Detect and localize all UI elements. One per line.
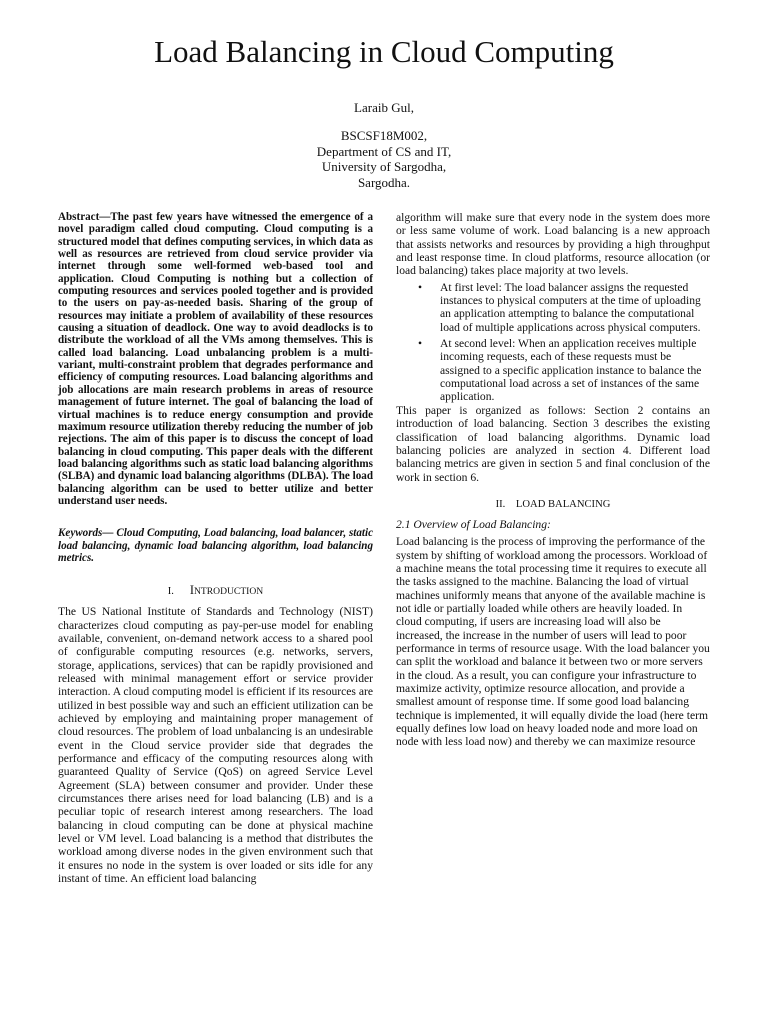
bullet-list (396, 281, 710, 404)
section-heading-load-balancing (396, 498, 710, 511)
list-item (396, 337, 710, 404)
introduction-continuation: algorithm will make sure that every node in the system does more or less same volume of work. Load balancing is a new approach that assists networks and resources by providing a high throughput and least response time. In cloud platforms, resource allocation (or load balancing) takes place majority at two levels. (396, 211, 710, 278)
bullet-icon: • (418, 280, 423, 294)
section-title: LOAD BALANCING (515, 498, 611, 510)
paper-title: Load Balancing in Cloud Computing (154, 34, 614, 69)
right-column (396, 211, 710, 749)
section-title-initial: I (189, 583, 194, 598)
abstract: Abstract—The past few years have witnessed the emergence of a novel paradigm called cloud computing. Cloud computing is a structured model that defines computing services, in which data as well as resources are retrieved from cloud service provider via internet through some well-formed web-based tool and application. Cloud Computing is nothing but a collection of computing resources and services pooled together and is provided to the users on pay-as-needed basis. Sharing of the group of resources may initiate a problem of availability of these resources causing a situation of deadlock. One way to avoid deadlocks is to distribute the workload of all the VMs among themselves. This is called load balancing. Load unbalancing problem is a multi-variant, multi-constraint problem that degrades performance and efficiency of computing resources. Load balancing algorithms and job allocations are main research problems in areas of resource management of future internet. The goal of balancing the load of virtual machines is to reduce energy consumption and provide maximum resource utilization thereby reducing the number of job rejections. The aim of this paper is to discuss the concept of load balancing in cloud computing. This paper deals with the different load balancing algorithms such as static load balancing algorithms (SLBA) and dynamic load balancing algorithms (DLBA). The load balancing algorithm can be used to better utilize and better understand user needs. (58, 211, 373, 507)
bullet-icon: • (418, 337, 423, 351)
load-balancing-text: Load balancing is the process of improving the performance of the system by shifting of workload among the processors. Workload of a machine means the total processing time it requires to execute all the tasks assigned to the machine. Balancing the load of virtual machines uniformly means that anyone of the available machine is not idle or partially loaded while others are heavily loaded. In cloud computing, if users are increasing load will also be increased, the increase in the number of users will lead to poor performance in terms of resource usage. With the load balancer you can split the workload and balance it between two or more servers in the cloud. As a result, you can configure your infrastructure to maximize activity, optimize resource allocation, and provide a smallest amount of response time. If some good load balancing technique is implemented, it will equally divide the load (here term equally defines low load on heavy loaded node and more load on node with less load now) and thereby we can maximize resource (396, 535, 710, 749)
bullet-text: At first level: The load balancer assigns the requested instances to physical computers at the time of uploading an application attempting to balance the computational load of multiple applications across physical computers. (440, 280, 701, 334)
author-block (0, 100, 768, 190)
affiliation-line: BSCSF18M002, (340, 128, 428, 144)
author-name: Laraib Gul, (354, 100, 414, 115)
section-heading-introduction (58, 584, 373, 598)
left-column (58, 211, 373, 886)
section-number: II. (495, 498, 506, 510)
keywords: Keywords— Cloud Computing, Load balancing, load balancer, static load balancing, dynamic load balancing algorithm, load balancing metrics. (58, 527, 373, 564)
affiliation-line: Department of CS and IT, (316, 143, 452, 159)
introduction-text: The US National Institute of Standards and Technology (NIST) characterizes cloud computing as pay-per-use model for enabling available, convenient, on-demand network access to a shared pool of configurable computing resources (e.g. networks, servers, storage, applications, services) that can be rapidly provisioned and released with minimal management effort or service provider interaction. A cloud computing model is efficient if its resources are utilized in best possible way and such an efficient utilization can be achieved by employing and maintaining proper management of cloud resources. The problem of load unbalancing is an undesirable event in the Cloud service provider side that degrades the performance and efficacy of the computing resources along with guaranteed Quality of Service (QoS) on agreed Service Level Agreement (SLA) between consumer and provider. Under these circumstances there arises need for load balancing (LB) and is a peculiar topic of research interest among researchers. The load balancing in cloud computing can be done at physical machine level or VM level. Load balancing is a method that distributes the workload among diverse nodes in the given environment such that it ensures no node in the system is over loaded or sits idle for any instant of time. An efficient load balancing (58, 605, 373, 886)
subsection-heading: 2.1 Overview of Load Balancing: (396, 517, 551, 531)
affiliation-line: Sargodha. (357, 174, 411, 190)
organization-text: This paper is organized as follows: Section 2 contains an introduction of load balancing. Section 3 describes the existing classification of load balancing algorithms. Dynamic load balancing policies are analyzed in section 4. Different load balancing metrics are given in section 5 and final conclusion of the work in section 6. (396, 403, 710, 484)
bullet-text: At second level: When an application receives multiple incoming requests, each of these requests must be assigned to a specific application instance to balance the computational load across a set of instances of the same application. (440, 337, 702, 404)
section-number: I. (167, 586, 174, 598)
affiliation-line: University of Sargodha, (321, 159, 447, 175)
section-title-rest: NTRODUCTION (193, 586, 264, 598)
list-item (396, 281, 710, 334)
